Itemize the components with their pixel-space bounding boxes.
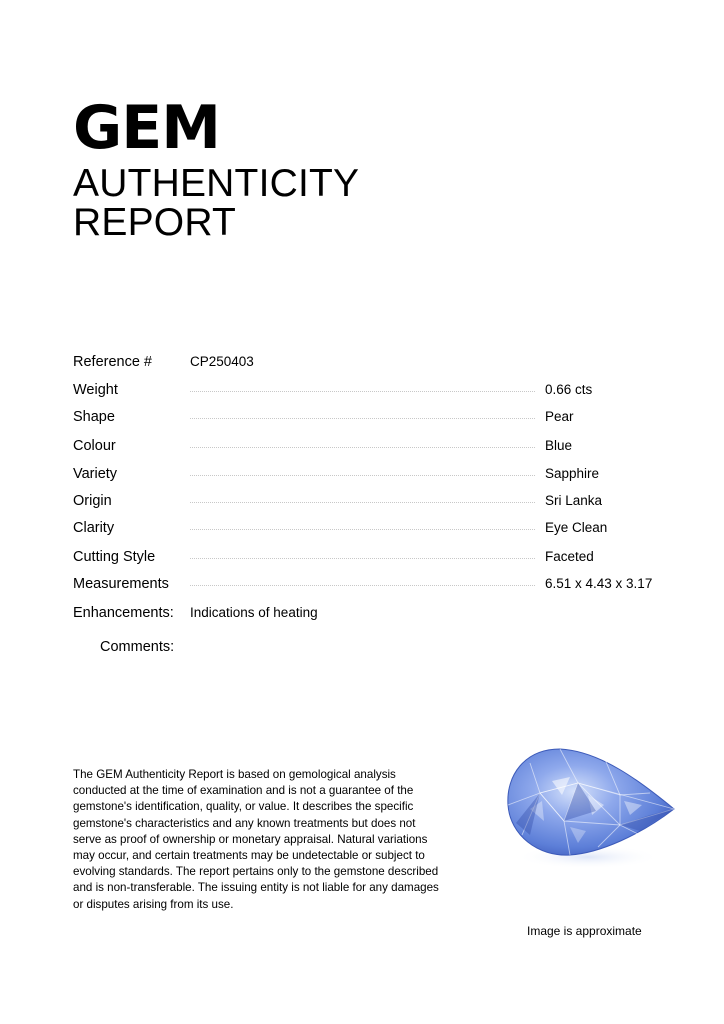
pear-sapphire-icon: [500, 735, 682, 875]
field-row-origin: [73, 491, 673, 511]
field-row-cutting-style: [73, 547, 673, 567]
field-value: Pear: [545, 409, 574, 424]
reference-value: CP250403: [190, 354, 254, 369]
field-value: 6.51 x 4.43 x 3.17: [545, 576, 653, 591]
reference-label: Reference #: [73, 354, 152, 370]
field-label: Variety: [73, 466, 118, 482]
field-value: Sri Lanka: [545, 493, 603, 508]
title-line-2: REPORT: [73, 201, 237, 244]
gem-image: [500, 735, 682, 875]
field-label: Weight: [73, 382, 118, 398]
field-row-weight: [73, 380, 673, 400]
dotted-leader: [190, 447, 535, 448]
field-value: Eye Clean: [545, 520, 608, 535]
field-label: Shape: [73, 409, 115, 425]
field-row-variety: [73, 464, 673, 484]
dotted-leader: [190, 502, 535, 503]
dotted-leader: [190, 391, 535, 392]
image-caption: Image is approximate: [527, 924, 642, 938]
field-value: Blue: [545, 438, 573, 453]
disclaimer-text: The GEM Authenticity Report is based on gemological analysis conducted at the time of examination and is not a guarantee of the gemstone's identification, quality, or value. It describes the specific gemstone's characteristics and any known treatments but does not serve as proof of ownership or monetary appraisal. Natural variations may occur, and certain treatments may be undetectable or subject to evolving standards. The report pertains only to the gemstone described and is non-transferable. The issuing entity is not liable for any damages or disputes arising from its use.: [73, 768, 439, 911]
field-value: 0.66 cts: [545, 382, 593, 397]
dotted-leader: [190, 475, 535, 476]
dotted-leader: [190, 558, 535, 559]
dotted-leader: [190, 529, 535, 530]
enhancements-label: Enhancements:: [73, 605, 174, 621]
brand-title: GEM: [73, 93, 220, 163]
field-label: Clarity: [73, 520, 115, 536]
comments-label: Comments:: [100, 639, 175, 655]
field-label: Measurements: [73, 576, 169, 592]
enhancements-value: Indications of heating: [190, 605, 318, 620]
field-label: Colour: [73, 438, 116, 454]
dotted-leader: [190, 418, 535, 419]
field-label: Cutting Style: [73, 549, 156, 565]
reference-row: [73, 352, 673, 372]
enhancements-row: [73, 603, 673, 623]
field-row-colour: [73, 436, 673, 456]
dotted-leader: [190, 585, 535, 586]
field-label: Origin: [73, 493, 112, 509]
title-line-1: AUTHENTICITY: [73, 162, 360, 205]
field-row-shape: [73, 407, 673, 427]
field-value: Sapphire: [545, 466, 600, 481]
field-value: Faceted: [545, 549, 594, 564]
field-row-clarity: [73, 518, 673, 538]
field-row-measurements: [73, 574, 673, 594]
